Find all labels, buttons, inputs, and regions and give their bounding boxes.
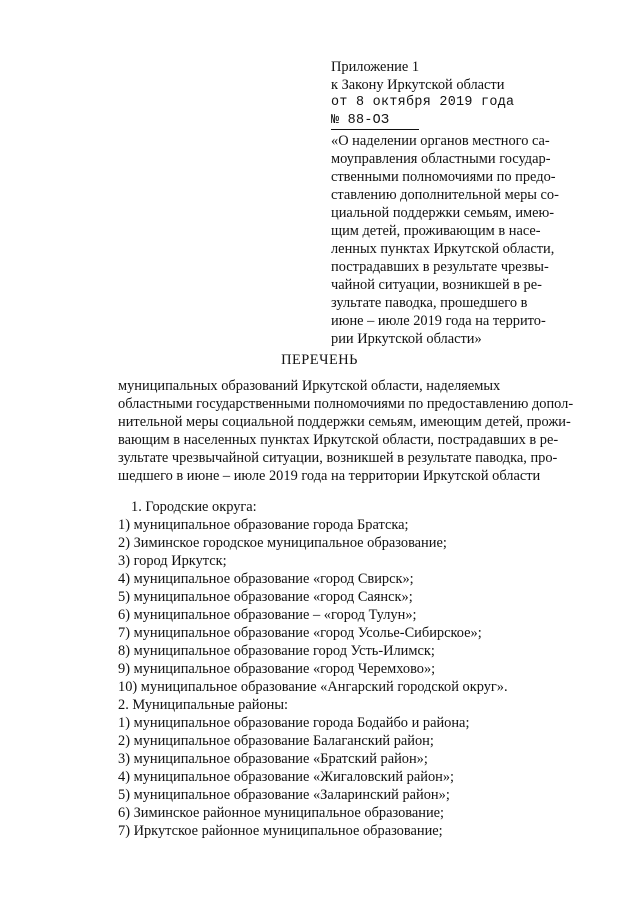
list-item: 7) муниципальное образование «город Усолье-Сибирское»;	[118, 625, 482, 641]
law-title-line: щим детей, проживающим в насе-	[331, 223, 541, 239]
municipality-list	[118, 498, 578, 840]
list-item: 5) муниципальное образование «город Саянск»;	[118, 589, 413, 605]
law-title	[331, 132, 571, 348]
list-item: 4) муниципальное образование «город Свирск»;	[118, 571, 414, 587]
law-title-line: ленных пунктах Иркутской области,	[331, 241, 555, 257]
law-title-line: пострадавших в результате чрезвы-	[331, 259, 549, 275]
subtitle-line: вающим в населенных пунктах Иркутской области, пострадавших в ре-	[118, 432, 559, 448]
list-item: 2) муниципальное образование Балаганский район;	[118, 733, 434, 749]
subtitle-line: шедшего в июне – июле 2019 года на территории Иркутской области	[118, 468, 541, 484]
list-item: 2) Зиминское городское муниципальное образование;	[118, 535, 447, 551]
law-title-line: рии Иркутской области»	[331, 331, 482, 347]
law-date: от 8 октября 2019 года	[331, 95, 515, 110]
law-title-line: ственными полномочиями по предо-	[331, 169, 556, 185]
law-title-line: зультате паводка, прошедшего в	[331, 295, 528, 311]
list-item: 6) муниципальное образование – «город Тулун»;	[118, 607, 417, 623]
appendix-label: Приложение 1	[331, 59, 420, 75]
list-item: 10) муниципальное образование «Ангарский городской округ».	[118, 679, 508, 695]
law-reference: к Закону Иркутской области	[331, 77, 505, 93]
list-item: 5) муниципальное образование «Заларинский район»;	[118, 787, 450, 803]
list-item: 1) муниципальное образование города Бодайбо и района;	[118, 715, 470, 731]
appendix-header	[331, 58, 571, 130]
law-title-line: «О наделении органов местного са-	[331, 133, 550, 149]
list-item: 3) муниципальное образование «Братский район»;	[118, 751, 428, 767]
section-heading: 2. Муниципальные районы:	[118, 697, 288, 713]
list-item: 7) Иркутское районное муниципальное образование;	[118, 823, 443, 839]
law-number	[331, 112, 571, 130]
list-item: 1) муниципальное образование города Братска;	[118, 517, 409, 533]
subtitle-line: областными государственными полномочиями по предоставлению допол-	[118, 396, 574, 412]
document-title: ПЕРЕЧЕНЬ	[281, 352, 358, 368]
law-title-line: июне – июле 2019 года на террито-	[331, 313, 546, 329]
law-title-line: чайной ситуации, возникшей в ре-	[331, 277, 542, 293]
section-heading: 1. Городские округа:	[131, 499, 257, 515]
list-item: 8) муниципальное образование город Усть-Илимск;	[118, 643, 435, 659]
subtitle-line: зультате чрезвычайной ситуации, возникшей в результате паводка, про-	[118, 450, 558, 466]
law-title-line: циальной поддержки семьям, имею-	[331, 205, 555, 221]
list-item: 4) муниципальное образование «Жигаловский район»;	[118, 769, 455, 785]
document-subtitle	[118, 377, 574, 485]
subtitle-line: нительной меры социальной поддержки семьям, имеющим детей, прожи-	[118, 414, 571, 430]
subtitle-line: муниципальных образований Иркутской области, наделяемых	[118, 378, 501, 394]
law-title-line: ставлению дополнительной меры со-	[331, 187, 559, 203]
list-item: 9) муниципальное образование «город Черемхово»;	[118, 661, 436, 677]
law-title-line: моуправления областными государ-	[331, 151, 551, 167]
law-number-value: № 88-ОЗ	[331, 113, 419, 130]
list-item: 6) Зиминское районное муниципальное образование;	[118, 805, 445, 821]
list-item: 3) город Иркутск;	[118, 553, 227, 569]
